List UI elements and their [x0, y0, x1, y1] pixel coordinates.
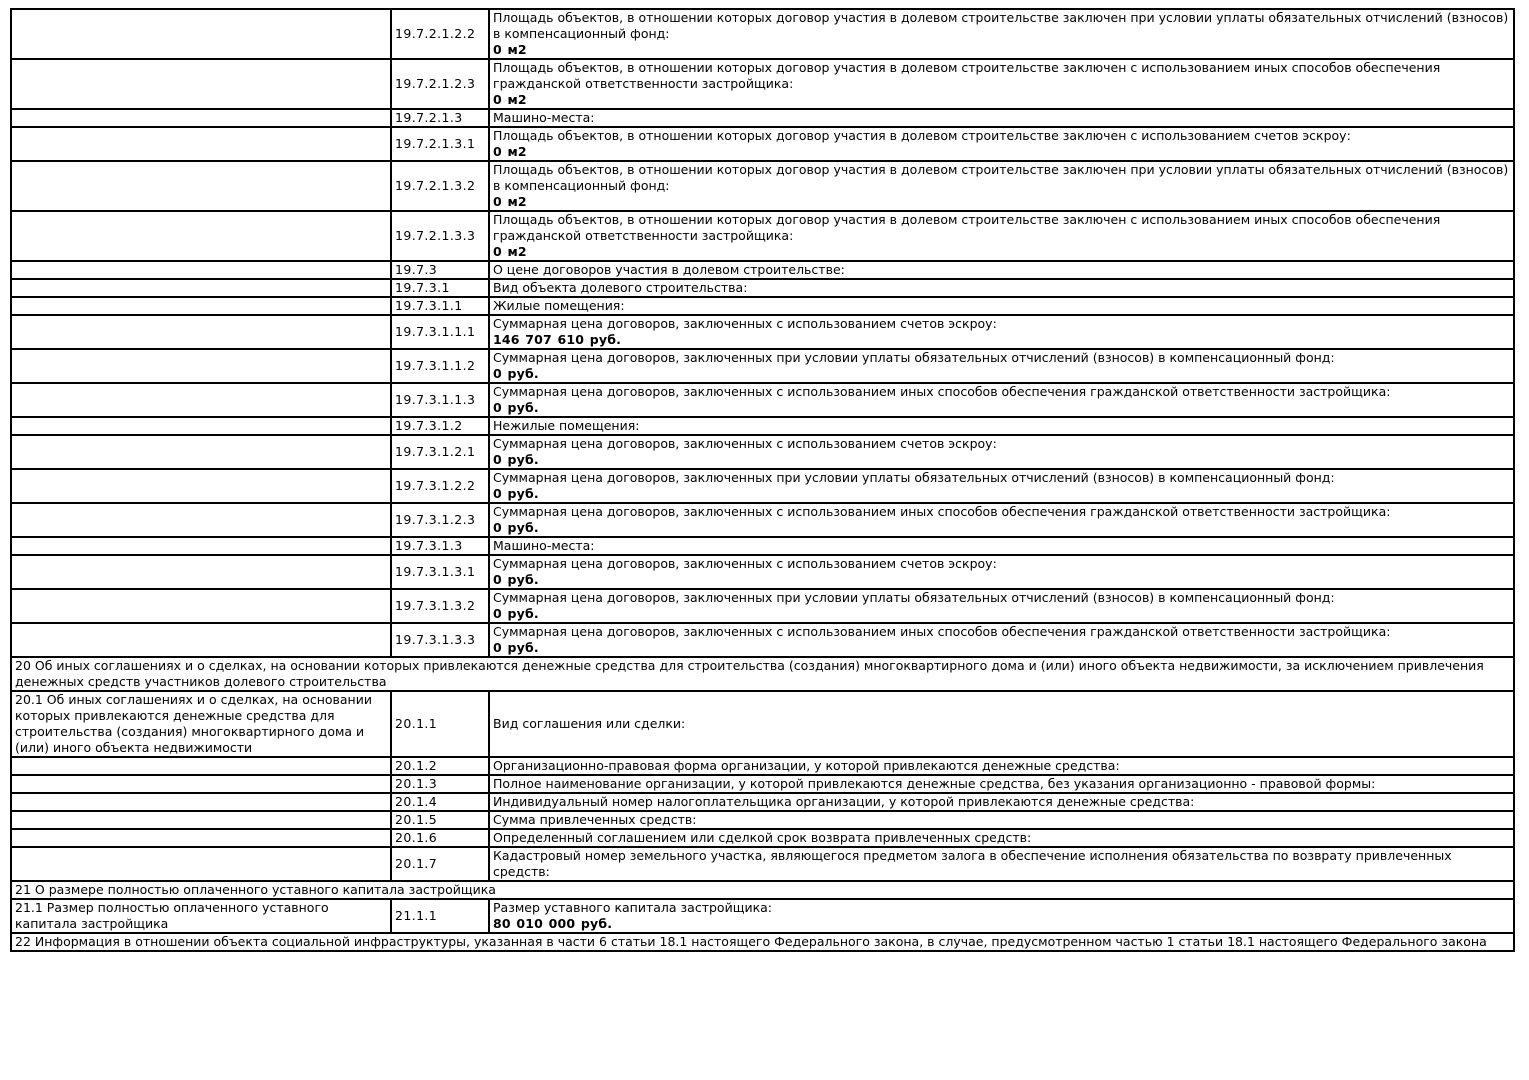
row-code: 19.7.2.1.2.2	[391, 9, 489, 59]
row-value: 0 м2	[493, 144, 527, 159]
row-code: 19.7.2.1.3	[391, 109, 489, 127]
row-description	[489, 469, 1514, 503]
table-row	[11, 261, 1514, 279]
row-left-note	[11, 757, 391, 775]
row-description	[489, 297, 1514, 315]
row-code: 19.7.2.1.3.1	[391, 127, 489, 161]
row-code: 20.1.3	[391, 775, 489, 793]
row-left-note	[11, 349, 391, 383]
section-header: 20 Об иных соглашениях и о сделках, на основании которых привлекаются денежные средства для строительства (создания) многоквартирного дома и (или) иного объекта недвижимости, за исключением привлечения денежных средств участников долевого строительства	[11, 657, 1514, 691]
row-description	[489, 161, 1514, 211]
row-label: Суммарная цена договоров, заключенных с использованием иных способов обеспечения гражданской ответственности застройщика:	[493, 504, 1391, 519]
row-left-note	[11, 211, 391, 261]
row-code: 19.7.2.1.2.3	[391, 59, 489, 109]
row-description	[489, 349, 1514, 383]
table-row	[11, 383, 1514, 417]
row-description	[489, 109, 1514, 127]
row-left-note	[11, 297, 391, 315]
row-label: Вид объекта долевого строительства:	[493, 280, 748, 295]
row-code: 19.7.3.1.3	[391, 537, 489, 555]
row-code: 19.7.3.1.3.2	[391, 589, 489, 623]
table-row	[11, 691, 1514, 757]
row-label: Полное наименование организации, у которой привлекаются денежные средства, без указания организационно - правовой формы:	[493, 776, 1376, 791]
row-left-note	[11, 775, 391, 793]
table-row	[11, 623, 1514, 657]
table-row	[11, 933, 1514, 951]
table-row	[11, 161, 1514, 211]
row-left-note	[11, 279, 391, 297]
row-label: Нежилые помещения:	[493, 418, 640, 433]
row-label: Суммарная цена договоров, заключенных с использованием счетов эскроу:	[493, 316, 997, 331]
row-code: 19.7.3.1.2.1	[391, 435, 489, 469]
row-description	[489, 589, 1514, 623]
row-description	[489, 537, 1514, 555]
row-code: 19.7.3.1.1.2	[391, 349, 489, 383]
row-code: 19.7.3.1.1.1	[391, 315, 489, 349]
section-header: 21 О размере полностью оплаченного уставного капитала застройщика	[11, 881, 1514, 899]
row-value: 0 руб.	[493, 486, 539, 501]
row-description	[489, 127, 1514, 161]
row-left-note	[11, 109, 391, 127]
row-label: Индивидуальный номер налогоплательщика организации, у которой привлекаются денежные средства:	[493, 794, 1195, 809]
row-description	[489, 279, 1514, 297]
table-row	[11, 793, 1514, 811]
row-label: Площадь объектов, в отношении которых договор участия в долевом строительстве заключен при условии уплаты обязательных отчислений (взносов) в компенсационный фонд:	[493, 162, 1509, 193]
table-row	[11, 757, 1514, 775]
row-left-note	[11, 127, 391, 161]
row-left-note	[11, 315, 391, 349]
row-left-note	[11, 383, 391, 417]
row-description	[489, 847, 1514, 881]
row-code: 19.7.3.1.1	[391, 297, 489, 315]
section-header: 22 Информация в отношении объекта социальной инфраструктуры, указанная в части 6 статьи 18.1 настоящего Федерального закона, в случае, предусмотренном частью 1 статьи 18.1 настоящего Федерального закона	[11, 933, 1514, 951]
row-code: 19.7.3.1.2	[391, 417, 489, 435]
table-row	[11, 775, 1514, 793]
row-left-note	[11, 59, 391, 109]
row-value: 146 707 610 руб.	[493, 332, 622, 347]
row-code: 20.1.4	[391, 793, 489, 811]
row-left-note	[11, 537, 391, 555]
row-left-note	[11, 793, 391, 811]
row-description	[489, 555, 1514, 589]
row-label: Суммарная цена договоров, заключенных при условии уплаты обязательных отчислений (взносов) в компенсационный фонд:	[493, 590, 1335, 605]
row-label: Машино-места:	[493, 538, 595, 553]
declaration-table	[10, 8, 1515, 952]
row-left-note	[11, 9, 391, 59]
row-code: 20.1.6	[391, 829, 489, 847]
table-row	[11, 109, 1514, 127]
row-description	[489, 383, 1514, 417]
row-label: Вид соглашения или сделки:	[493, 716, 686, 731]
row-left-note	[11, 555, 391, 589]
row-left-note	[11, 435, 391, 469]
row-left-note	[11, 503, 391, 537]
row-label: Суммарная цена договоров, заключенных с использованием счетов эскроу:	[493, 436, 997, 451]
table-row	[11, 899, 1514, 933]
row-description	[489, 211, 1514, 261]
row-left-note	[11, 417, 391, 435]
row-code: 20.1.1	[391, 691, 489, 757]
row-left-note	[11, 829, 391, 847]
row-code: 19.7.3.1.2.3	[391, 503, 489, 537]
row-label: Кадастровый номер земельного участка, являющегося предметом залога в обеспечение исполнения обязательства по возврату привлеченных средств:	[493, 848, 1452, 879]
row-value: 0 руб.	[493, 606, 539, 621]
row-code: 21.1.1	[391, 899, 489, 933]
table-row	[11, 555, 1514, 589]
row-description	[489, 811, 1514, 829]
row-value: 0 руб.	[493, 452, 539, 467]
table-row	[11, 435, 1514, 469]
table-row	[11, 211, 1514, 261]
row-label: Площадь объектов, в отношении которых договор участия в долевом строительстве заключен с использованием иных способов обеспечения гражданской ответственности застройщика:	[493, 60, 1441, 91]
row-value: 0 м2	[493, 244, 527, 259]
row-value: 0 м2	[493, 194, 527, 209]
row-description	[489, 503, 1514, 537]
row-left-note	[11, 469, 391, 503]
row-value: 0 руб.	[493, 520, 539, 535]
table-row	[11, 9, 1514, 59]
row-label: Организационно-правовая форма организации, у которой привлекаются денежные средства:	[493, 758, 1120, 773]
row-description	[489, 315, 1514, 349]
row-label: Жилые помещения:	[493, 298, 625, 313]
row-code: 19.7.3.1.1.3	[391, 383, 489, 417]
row-description	[489, 261, 1514, 279]
row-description	[489, 775, 1514, 793]
table-row	[11, 59, 1514, 109]
row-description	[489, 829, 1514, 847]
row-description	[489, 757, 1514, 775]
row-label: Суммарная цена договоров, заключенных с использованием счетов эскроу:	[493, 556, 997, 571]
table-row	[11, 349, 1514, 383]
row-description	[489, 793, 1514, 811]
row-label: О цене договоров участия в долевом строительстве:	[493, 262, 845, 277]
row-label: Сумма привлеченных средств:	[493, 812, 697, 827]
row-code: 20.1.2	[391, 757, 489, 775]
row-label: Площадь объектов, в отношении которых договор участия в долевом строительстве заключен с использованием счетов эскроу:	[493, 128, 1351, 143]
row-label: Машино-места:	[493, 110, 595, 125]
table-row	[11, 417, 1514, 435]
table-row	[11, 297, 1514, 315]
row-value: 0 м2	[493, 92, 527, 107]
row-label: Площадь объектов, в отношении которых договор участия в долевом строительстве заключен с использованием иных способов обеспечения гражданской ответственности застройщика:	[493, 212, 1441, 243]
row-code: 20.1.5	[391, 811, 489, 829]
row-label: Суммарная цена договоров, заключенных с использованием иных способов обеспечения гражданской ответственности застройщика:	[493, 624, 1391, 639]
table-row	[11, 881, 1514, 899]
row-value: 0 руб.	[493, 400, 539, 415]
row-value: 0 руб.	[493, 640, 539, 655]
row-value: 0 м2	[493, 42, 527, 57]
row-code: 19.7.3.1.3.1	[391, 555, 489, 589]
table-row	[11, 657, 1514, 691]
row-description	[489, 9, 1514, 59]
row-value: 80 010 000 руб.	[493, 916, 613, 931]
row-code: 19.7.2.1.3.3	[391, 211, 489, 261]
row-left-note	[11, 847, 391, 881]
row-code: 19.7.3.1.3.3	[391, 623, 489, 657]
row-description	[489, 899, 1514, 933]
table-row	[11, 127, 1514, 161]
row-left-note: 20.1 Об иных соглашениях и о сделках, на основании которых привлекаются денежные средства для строительства (создания) многоквартирного дома и (или) иного объекта недвижимости	[11, 691, 391, 757]
row-value: 0 руб.	[493, 366, 539, 381]
table-row	[11, 503, 1514, 537]
row-label: Суммарная цена договоров, заключенных с использованием иных способов обеспечения гражданской ответственности застройщика:	[493, 384, 1391, 399]
row-left-note	[11, 161, 391, 211]
row-left-note	[11, 261, 391, 279]
table-row	[11, 315, 1514, 349]
table-row	[11, 811, 1514, 829]
row-description	[489, 417, 1514, 435]
row-left-note: 21.1 Размер полностью оплаченного уставного капитала застройщика	[11, 899, 391, 933]
row-code: 19.7.3.1.2.2	[391, 469, 489, 503]
row-description	[489, 59, 1514, 109]
row-code: 19.7.3.1	[391, 279, 489, 297]
row-description	[489, 691, 1514, 757]
row-left-note	[11, 589, 391, 623]
row-description	[489, 623, 1514, 657]
row-label: Размер уставного капитала застройщика:	[493, 900, 773, 915]
table-row	[11, 829, 1514, 847]
row-left-note	[11, 623, 391, 657]
table-row	[11, 469, 1514, 503]
row-label: Определенный соглашением или сделкой срок возврата привлеченных средств:	[493, 830, 1032, 845]
table-row	[11, 279, 1514, 297]
row-left-note	[11, 811, 391, 829]
table-row	[11, 537, 1514, 555]
table-row	[11, 847, 1514, 881]
row-value: 0 руб.	[493, 572, 539, 587]
row-label: Суммарная цена договоров, заключенных при условии уплаты обязательных отчислений (взносов) в компенсационный фонд:	[493, 470, 1335, 485]
row-code: 19.7.2.1.3.2	[391, 161, 489, 211]
row-description	[489, 435, 1514, 469]
row-code: 20.1.7	[391, 847, 489, 881]
table-row	[11, 589, 1514, 623]
row-label: Суммарная цена договоров, заключенных при условии уплаты обязательных отчислений (взносов) в компенсационный фонд:	[493, 350, 1335, 365]
row-label: Площадь объектов, в отношении которых договор участия в долевом строительстве заключен при условии уплаты обязательных отчислений (взносов) в компенсационный фонд:	[493, 10, 1509, 41]
row-code: 19.7.3	[391, 261, 489, 279]
